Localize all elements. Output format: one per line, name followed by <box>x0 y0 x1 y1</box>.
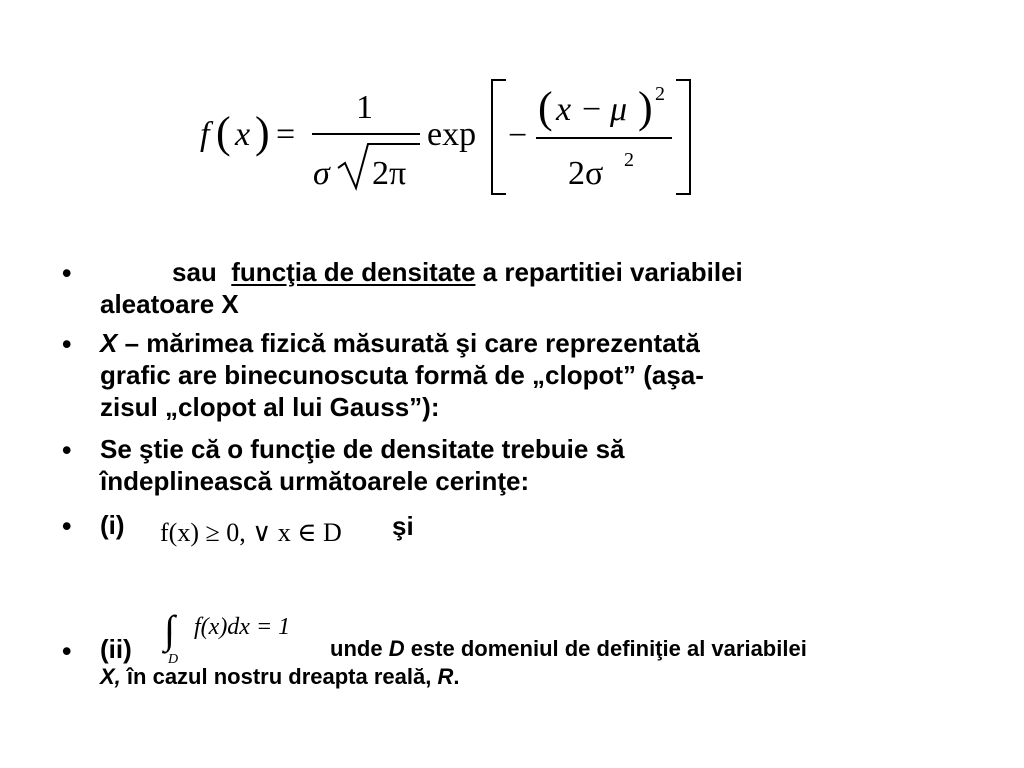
bullet-marker: • <box>62 435 72 465</box>
bullet-3 <box>100 433 625 497</box>
bullet-1-line2: aleatoare X <box>100 289 239 319</box>
bullet-2-x: X <box>100 328 118 358</box>
formula-close-paren: ) <box>255 108 270 157</box>
integral-sign: ∫ <box>164 607 175 652</box>
formula-two-pi: 2π <box>372 155 407 192</box>
formula-x-2: x <box>556 91 572 128</box>
formula-close-paren-2: ) <box>638 83 653 132</box>
bullet-1 <box>100 256 743 320</box>
formula-exp: exp <box>427 116 477 153</box>
bullet-5-dot: . <box>453 664 460 689</box>
bullet-4-label: (i) <box>100 510 125 540</box>
formula-sigma: σ <box>313 155 330 192</box>
bullet-5-R: R <box>437 664 454 689</box>
bullet-5-X: X, <box>100 664 121 689</box>
bullet-1-functia: funcţia de densitate <box>231 257 476 287</box>
formula-two-sigma: 2σ <box>568 155 604 192</box>
formula-equals: = <box>276 116 296 153</box>
integral-expression: f(x)dx = 1 <box>194 614 291 640</box>
formula-f: f <box>200 116 210 153</box>
right-bracket <box>676 80 690 194</box>
formula-open-paren-2: ( <box>538 83 553 132</box>
bullet-1-rest: a repartitiei variabilei <box>482 257 743 287</box>
bullet-2-line2: grafic are binecunoscuta formă de „clopot” (aşa- <box>100 360 704 390</box>
bullet-marker: • <box>62 258 72 288</box>
bullet-3-line1: Se ştie că o funcţie de densitate trebuie să <box>100 434 625 464</box>
bullet-1-sau: sau <box>172 257 217 287</box>
integral-subscript: D <box>168 652 179 667</box>
formula-mu: μ <box>610 91 628 128</box>
formula-power: 2 <box>655 83 665 105</box>
bullet-5-label: (ii) <box>100 634 132 664</box>
formula-open-paren: ( <box>216 108 231 157</box>
formula-minus: − <box>508 117 528 154</box>
bullet-5-line2-rest: în cazul nostru dreapta reală, <box>126 664 432 689</box>
left-bracket <box>492 80 506 194</box>
formula-minus-2: − <box>582 91 602 128</box>
gaussian-formula <box>0 0 760 210</box>
bullet-marker: • <box>62 511 72 541</box>
bullet-4-formula: f(x) ≥ 0, ∨ x ∈ D <box>160 518 342 547</box>
formula-power-2: 2 <box>624 149 634 171</box>
bullet-5-rest: este domeniul de definiţie al variabilei <box>410 636 807 661</box>
bullet-2-line3: zisul „clopot al lui Gauss”): <box>100 392 440 422</box>
bullet-5-D: D <box>388 636 405 661</box>
bullet-3-line2: îndeplinească următoarele cerinţe: <box>100 466 530 496</box>
formula-x: x <box>235 116 251 153</box>
bullet-5-line2 <box>100 664 460 690</box>
bullet-marker: • <box>62 636 72 666</box>
bullet-2 <box>100 327 704 423</box>
bullet-5-line1 <box>330 636 807 662</box>
bullet-marker: • <box>62 329 72 359</box>
formula-numerator: 1 <box>356 89 373 126</box>
bullet-4-suffix: şi <box>392 511 414 541</box>
bullet-5-unde: unde <box>330 636 383 661</box>
bullet-2-line1: – mărimea fizică măsurată şi care reprezentată <box>124 328 700 358</box>
